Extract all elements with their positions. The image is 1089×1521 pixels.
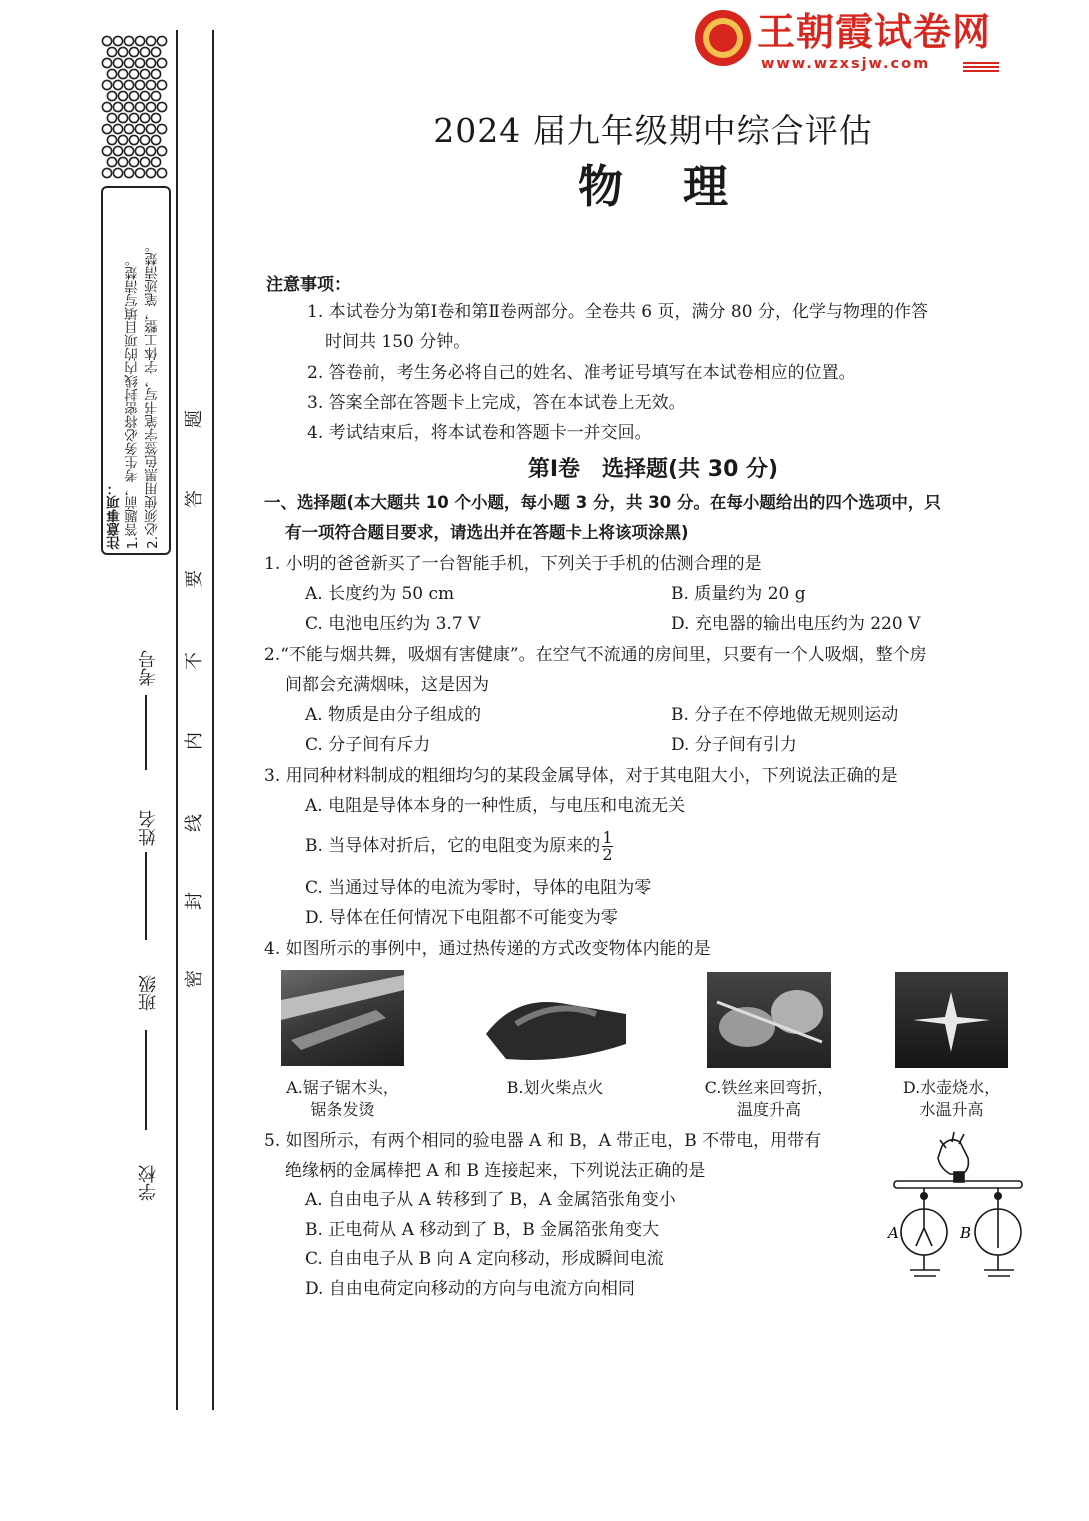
field-label-banji: 班级	[138, 975, 159, 1011]
binding-hole-icon	[124, 124, 133, 133]
binding-hole-icon	[135, 146, 144, 155]
binding-hole-icon	[118, 69, 127, 78]
seal-char: 不	[184, 652, 205, 670]
section-intro: 一、选择题(本大题共 10 个小题，每小题 3 分，共 30 分。在每小题给出的四个选项中，只	[264, 493, 941, 512]
q3-option-b[interactable]	[305, 826, 613, 866]
margin-notice-box	[101, 186, 171, 555]
binding-hole-icon	[102, 168, 111, 177]
binding-hole-icon	[113, 168, 122, 177]
binding-hole-icon	[113, 80, 122, 89]
q4-stem: 4. 如图所示的事例中，通过热传递的方式改变物体内能的是	[264, 939, 711, 959]
logo-swoosh-icon	[961, 60, 1001, 72]
margin-notice-line2: 2.必须使用黑色签字笔书写，字体工整，笔迹清楚。	[145, 239, 161, 549]
electroscope-label-b: B	[960, 1224, 972, 1242]
field-label-kaohao: 考号	[138, 650, 159, 686]
binding-hole-icon	[135, 168, 144, 177]
binding-rule-outer	[176, 30, 178, 1410]
binding-hole-icon	[124, 36, 133, 45]
binding-hole-icon	[151, 47, 160, 56]
seal-char: 答	[184, 490, 205, 508]
binding-hole-icon	[129, 91, 138, 100]
binding-hole-icon	[124, 146, 133, 155]
caption-a: A.锯子锯木头， 锯条发烫	[286, 1078, 399, 1119]
electroscope-label-a: A	[888, 1224, 899, 1242]
binding-hole-icon	[157, 102, 166, 111]
binding-hole-icon	[118, 157, 127, 166]
notes-item-1-cont: 时间共 150 分钟。	[325, 332, 471, 352]
caption-d: D.水壶烧水， 水温升高	[902, 1078, 1001, 1119]
binding-hole-icon	[118, 47, 127, 56]
binding-hole-icon	[151, 157, 160, 166]
field-blank-kaohao[interactable]	[145, 695, 147, 770]
binding-hole-icon	[102, 36, 111, 45]
binding-hole-icon	[107, 135, 116, 144]
seal-char: 要	[184, 570, 205, 588]
binding-hole-icon	[118, 135, 127, 144]
caption-c: C.铁丝来回弯折， 温度升高	[704, 1078, 834, 1119]
section-intro-cont: 有一项符合题目要求，请选出并在答题卡上将该项涂黑)	[285, 523, 689, 542]
binding-holes-icon	[101, 35, 169, 181]
photo-kettle-boil	[895, 972, 1008, 1068]
q1-stem: 1. 小明的爸爸新买了一台智能手机，下列关于手机的估测合理的是	[264, 554, 762, 574]
binding-hole-icon	[140, 157, 149, 166]
q2-stem: 2.“不能与烟共舞，吸烟有害健康”。在空气不流通的房间里，只要有一个人吸烟，整个房	[264, 645, 927, 665]
logo-seal-icon	[695, 10, 751, 66]
q5-option-c[interactable]: C. 自由电子从 B 向 A 定向移动，形成瞬间电流	[305, 1249, 664, 1269]
binding-hole-icon	[113, 36, 122, 45]
binding-hole-icon	[129, 157, 138, 166]
binding-hole-icon	[135, 58, 144, 67]
field-label-xingming: 姓名	[138, 810, 159, 846]
binding-hole-icon	[107, 47, 116, 56]
notes-item-3: 3. 答案全部在答题卡上完成，答在本试卷上无效。	[307, 393, 686, 413]
binding-hole-icon	[135, 102, 144, 111]
binding-hole-icon	[102, 146, 111, 155]
binding-hole-icon	[157, 36, 166, 45]
q3-option-c[interactable]: C. 当通过导体的电流为零时，导体的电阻为零	[305, 878, 652, 898]
section-title: 第Ⅰ卷 选择题(共 30 分)	[527, 457, 779, 482]
fraction-one-half: $\frac{1}{2}$	[602, 828, 613, 864]
q1-option-d[interactable]: D. 充电器的输出电压约为 220 V	[671, 614, 921, 634]
binding-hole-icon	[129, 69, 138, 78]
binding-hole-icon	[113, 102, 122, 111]
binding-hole-icon	[146, 146, 155, 155]
binding-hole-icon	[157, 168, 166, 177]
q1-option-c[interactable]: C. 电池电压约为 3.7 V	[305, 614, 481, 634]
binding-hole-icon	[140, 113, 149, 122]
binding-hole-icon	[151, 91, 160, 100]
binding-hole-icon	[140, 91, 149, 100]
binding-hole-icon	[118, 91, 127, 100]
margin-notice-line1: 1.答题前，考生务必将密封线内的项目填写清楚。	[125, 252, 141, 549]
binding-hole-icon	[140, 69, 149, 78]
binding-hole-icon	[157, 146, 166, 155]
exam-title: 2024 届九年级期中综合评估	[433, 111, 873, 150]
binding-hole-icon	[124, 58, 133, 67]
q5-option-b[interactable]: B. 正电荷从 A 移动到了 B，B 金属箔张角变大	[305, 1220, 660, 1240]
binding-hole-icon	[157, 80, 166, 89]
binding-hole-icon	[146, 168, 155, 177]
binding-hole-icon	[129, 47, 138, 56]
binding-hole-icon	[157, 58, 166, 67]
q1-option-a[interactable]: A. 长度约为 50 cm	[305, 584, 455, 604]
notes-title: 注意事项：	[266, 275, 351, 295]
binding-hole-icon	[151, 69, 160, 78]
binding-hole-icon	[107, 113, 116, 122]
binding-hole-icon	[151, 135, 160, 144]
photo-saw-wood	[281, 970, 404, 1066]
binding-hole-icon	[107, 91, 116, 100]
q2-option-a[interactable]: A. 物质是由分子组成的	[305, 705, 482, 725]
q5-stem-cont: 绝缘柄的金属棒把 A 和 B 连接起来，下列说法正确的是	[285, 1161, 706, 1181]
binding-hole-icon	[124, 102, 133, 111]
seal-char: 题	[184, 410, 205, 428]
field-blank-xingming[interactable]	[145, 852, 147, 940]
seal-char: 封	[184, 892, 205, 910]
binding-hole-icon	[146, 124, 155, 133]
binding-hole-icon	[113, 58, 122, 67]
binding-hole-icon	[102, 124, 111, 133]
q5-stem: 5. 如图所示，有两个相同的验电器 A 和 B，A 带正电，B 不带电，用带有	[264, 1131, 822, 1151]
binding-hole-icon	[124, 168, 133, 177]
site-logo	[695, 8, 1065, 78]
binding-hole-icon	[151, 113, 160, 122]
electroscope-figure	[880, 1128, 1030, 1288]
notes-item-1: 1. 本试卷分为第Ⅰ卷和第Ⅱ卷两部分。全卷共 6 页，满分 80 分，化学与物理的作答	[307, 302, 928, 322]
logo-title: 王朝霞试卷网	[757, 10, 992, 54]
binding-hole-icon	[140, 135, 149, 144]
binding-hole-icon	[135, 124, 144, 133]
q2-option-d[interactable]: D. 分子间有引力	[671, 735, 797, 755]
q2-option-b[interactable]: B. 分子在不停地做无规则运动	[671, 705, 899, 725]
binding-hole-icon	[124, 80, 133, 89]
binding-hole-icon	[146, 80, 155, 89]
q3-option-b-text: B. 当导体对折后，它的电阻变为原来的	[305, 836, 601, 856]
binding-hole-icon	[135, 36, 144, 45]
q3-option-d[interactable]: D. 导体在任何情况下电阻都不可能变为零	[305, 908, 618, 928]
binding-hole-icon	[129, 135, 138, 144]
binding-hole-icon	[146, 102, 155, 111]
exam-subject: 物理	[577, 160, 788, 213]
field-label-xuexiao: 学校	[138, 1165, 159, 1201]
binding-hole-icon	[135, 80, 144, 89]
binding-hole-icon	[157, 124, 166, 133]
seal-char: 内	[184, 732, 205, 750]
binding-hole-icon	[146, 58, 155, 67]
field-blank-banji[interactable]	[145, 1030, 147, 1130]
seal-char: 线	[184, 814, 205, 832]
q2-stem-cont: 间都会充满烟味，这是因为	[285, 675, 489, 695]
photo-bend-wire	[707, 972, 831, 1068]
binding-hole-icon	[146, 36, 155, 45]
q3-option-a[interactable]: A. 电阻是导体本身的一种性质，与电压和电流无关	[305, 796, 686, 816]
binding-hole-icon	[129, 113, 138, 122]
notes-item-4: 4. 考试结束后，将本试卷和答题卡一并交回。	[307, 423, 652, 443]
caption-b: B.划火柴点火	[506, 1078, 604, 1097]
q5-option-d[interactable]: D. 自由电荷定向移动的方向与电流方向相同	[305, 1279, 635, 1299]
seal-char: 密	[184, 970, 205, 988]
binding-hole-icon	[102, 58, 111, 67]
photo-strike-match	[476, 984, 634, 1068]
binding-hole-icon	[107, 69, 116, 78]
binding-hole-icon	[107, 157, 116, 166]
q1-option-b[interactable]: B. 质量约为 20 g	[671, 584, 806, 604]
q5-option-a[interactable]: A. 自由电子从 A 转移到了 B，A 金属箔张角变小	[305, 1190, 676, 1210]
margin-notice-title: 注意事项：	[107, 481, 123, 549]
binding-hole-icon	[118, 113, 127, 122]
q2-option-c[interactable]: C. 分子间有斥力	[305, 735, 431, 755]
binding-hole-icon	[102, 80, 111, 89]
binding-hole-icon	[113, 124, 122, 133]
binding-hole-icon	[140, 47, 149, 56]
notes-item-2: 2. 答卷前，考生务必将自己的姓名、准考证号填写在本试卷相应的位置。	[307, 363, 856, 383]
binding-hole-icon	[113, 146, 122, 155]
binding-hole-icon	[102, 102, 111, 111]
binding-rule-inner	[212, 30, 214, 1410]
logo-url: www.wzxsjw.com	[761, 56, 931, 72]
q3-stem: 3. 用同种材料制成的粗细均匀的某段金属导体，对于其电阻大小，下列说法正确的是	[264, 766, 898, 786]
